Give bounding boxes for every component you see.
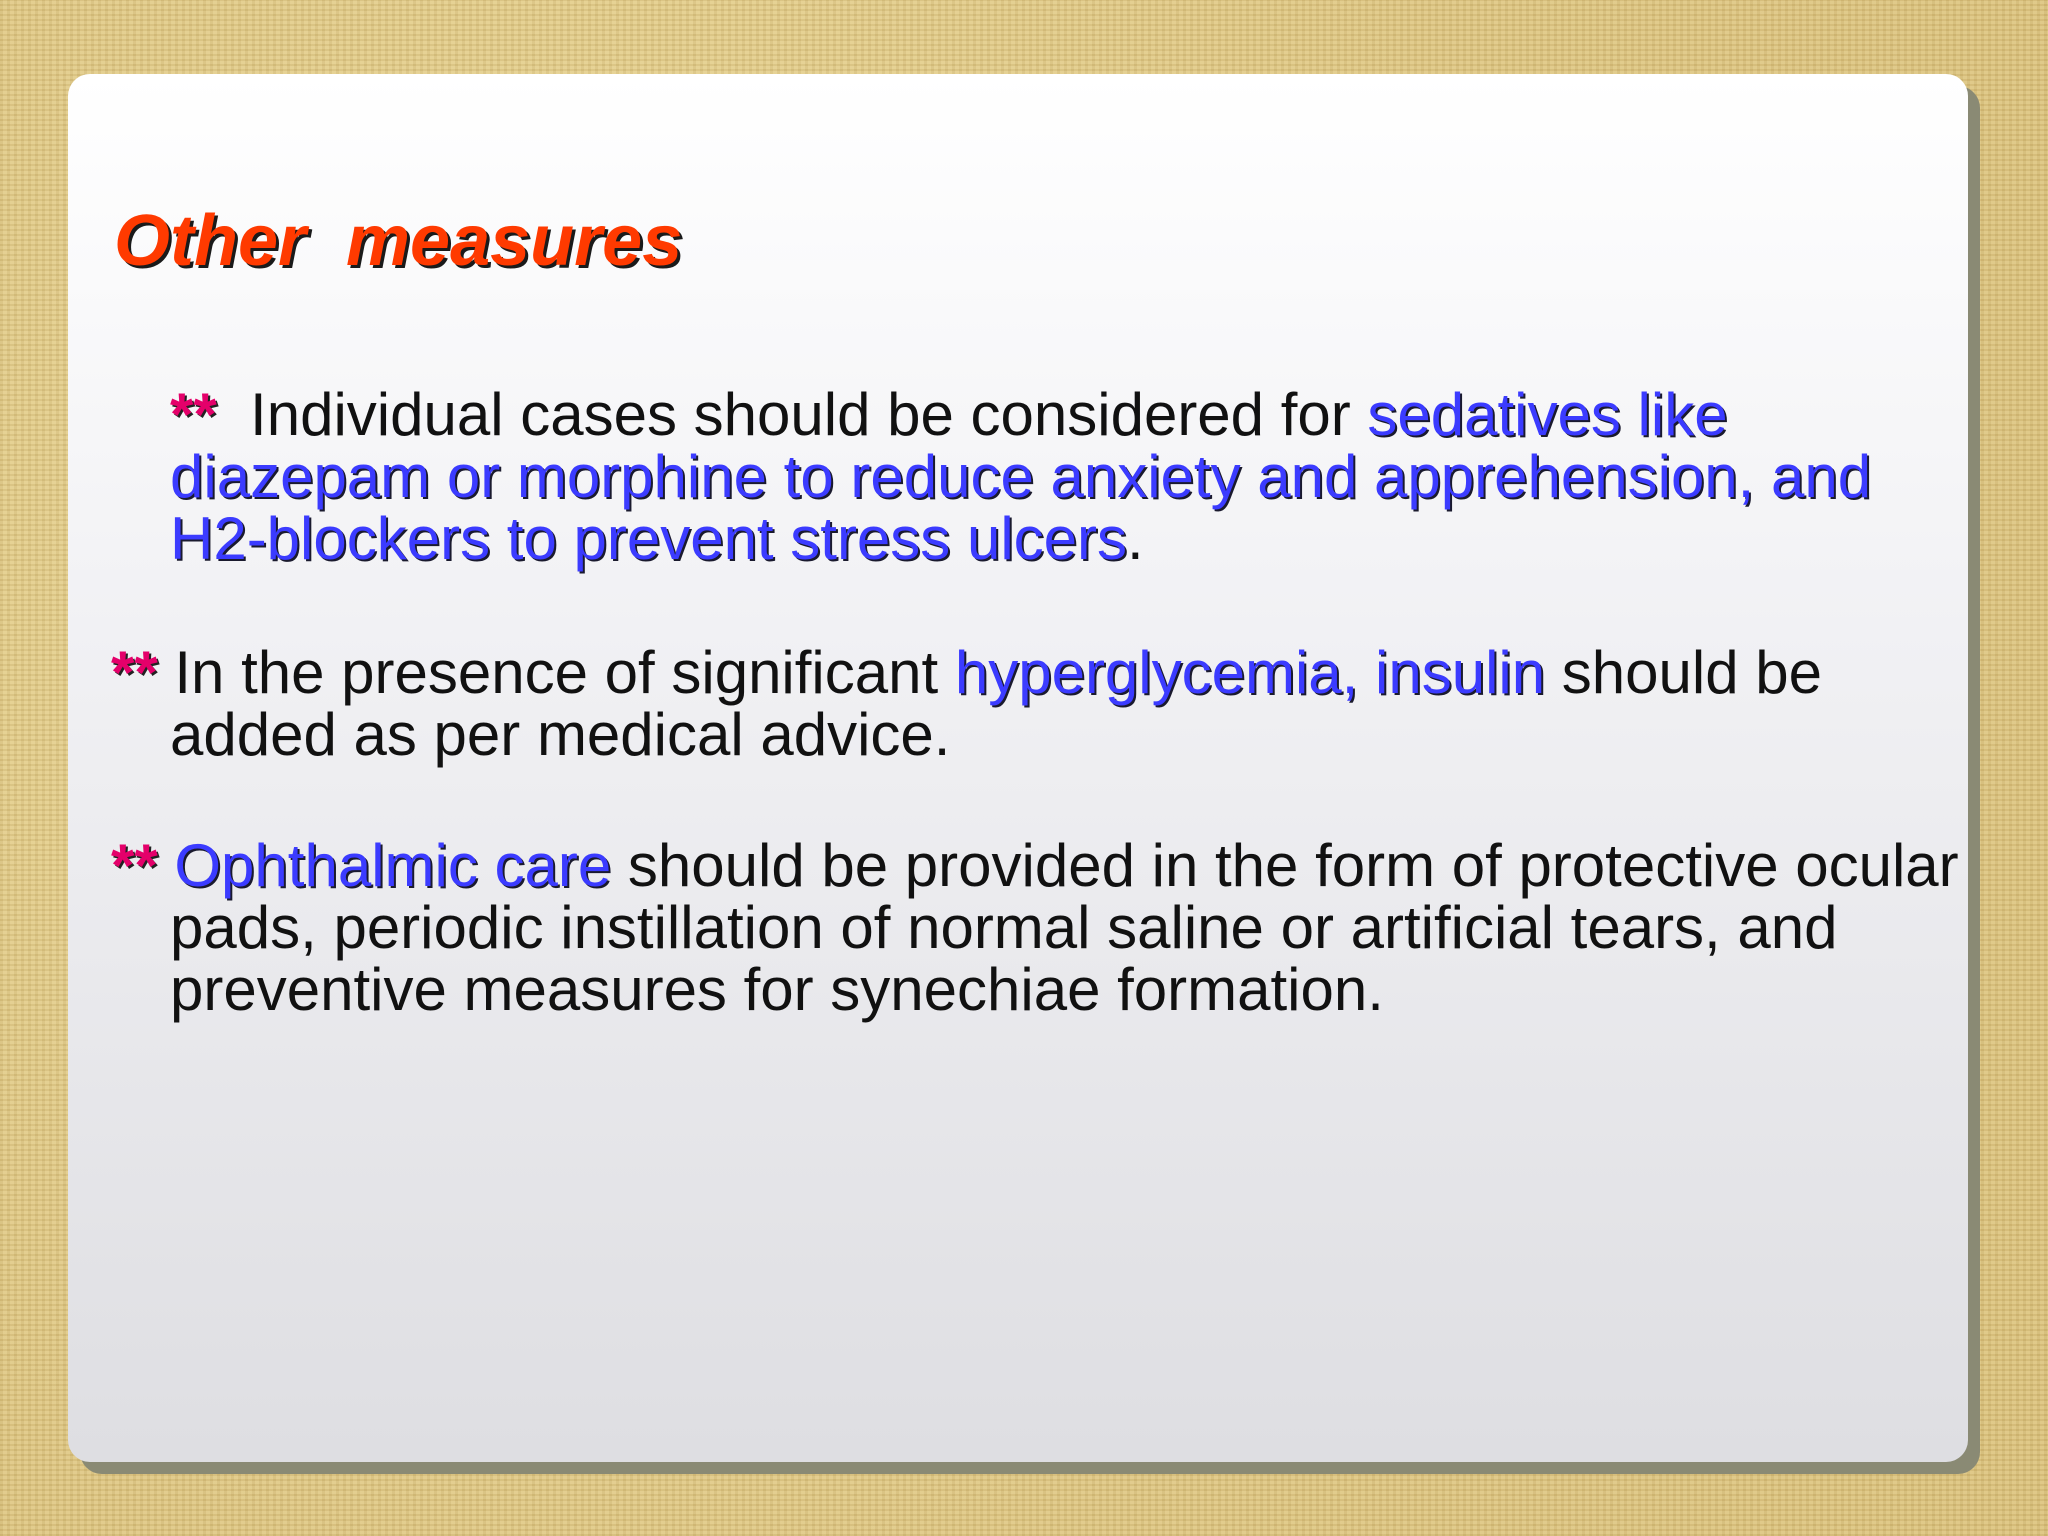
bullet-spacer (217, 381, 250, 448)
highlight-text: hyperglycemia, insulin (954, 639, 1546, 706)
paragraph-text: Individual cases should be considered for (250, 381, 1368, 448)
highlight-text: sedatives like diazepam or morphine to reduce anxiety and apprehension, and H2-blockers to prevent stress ulcers (170, 381, 1872, 572)
paragraph-ophthalmic-care (111, 832, 1960, 1023)
bullet-spacer (158, 832, 175, 899)
paragraph-text-end: should be provided in the form of protective ocular pads, periodic instillation of normal saline or artificial tears, and preventive measures for synechiae formation. (170, 832, 1959, 1023)
bullet-marker: ** (170, 381, 217, 448)
bullet-marker: ** (111, 639, 158, 706)
slide-card (68, 74, 1968, 1462)
paragraph-sedatives (170, 381, 1960, 572)
bullet-marker: ** (111, 832, 158, 899)
paragraph-text: In the presence of significant (174, 639, 955, 706)
bullet-spacer (158, 639, 175, 706)
paragraph-text-end: . (1127, 505, 1144, 572)
highlight-text: Ophthalmic care (174, 832, 612, 899)
paragraph-hyperglycemia (111, 639, 1960, 768)
paragraph-text-end: should be added as per medical advice. (170, 639, 1823, 768)
slide-title: Other measures (114, 201, 683, 281)
